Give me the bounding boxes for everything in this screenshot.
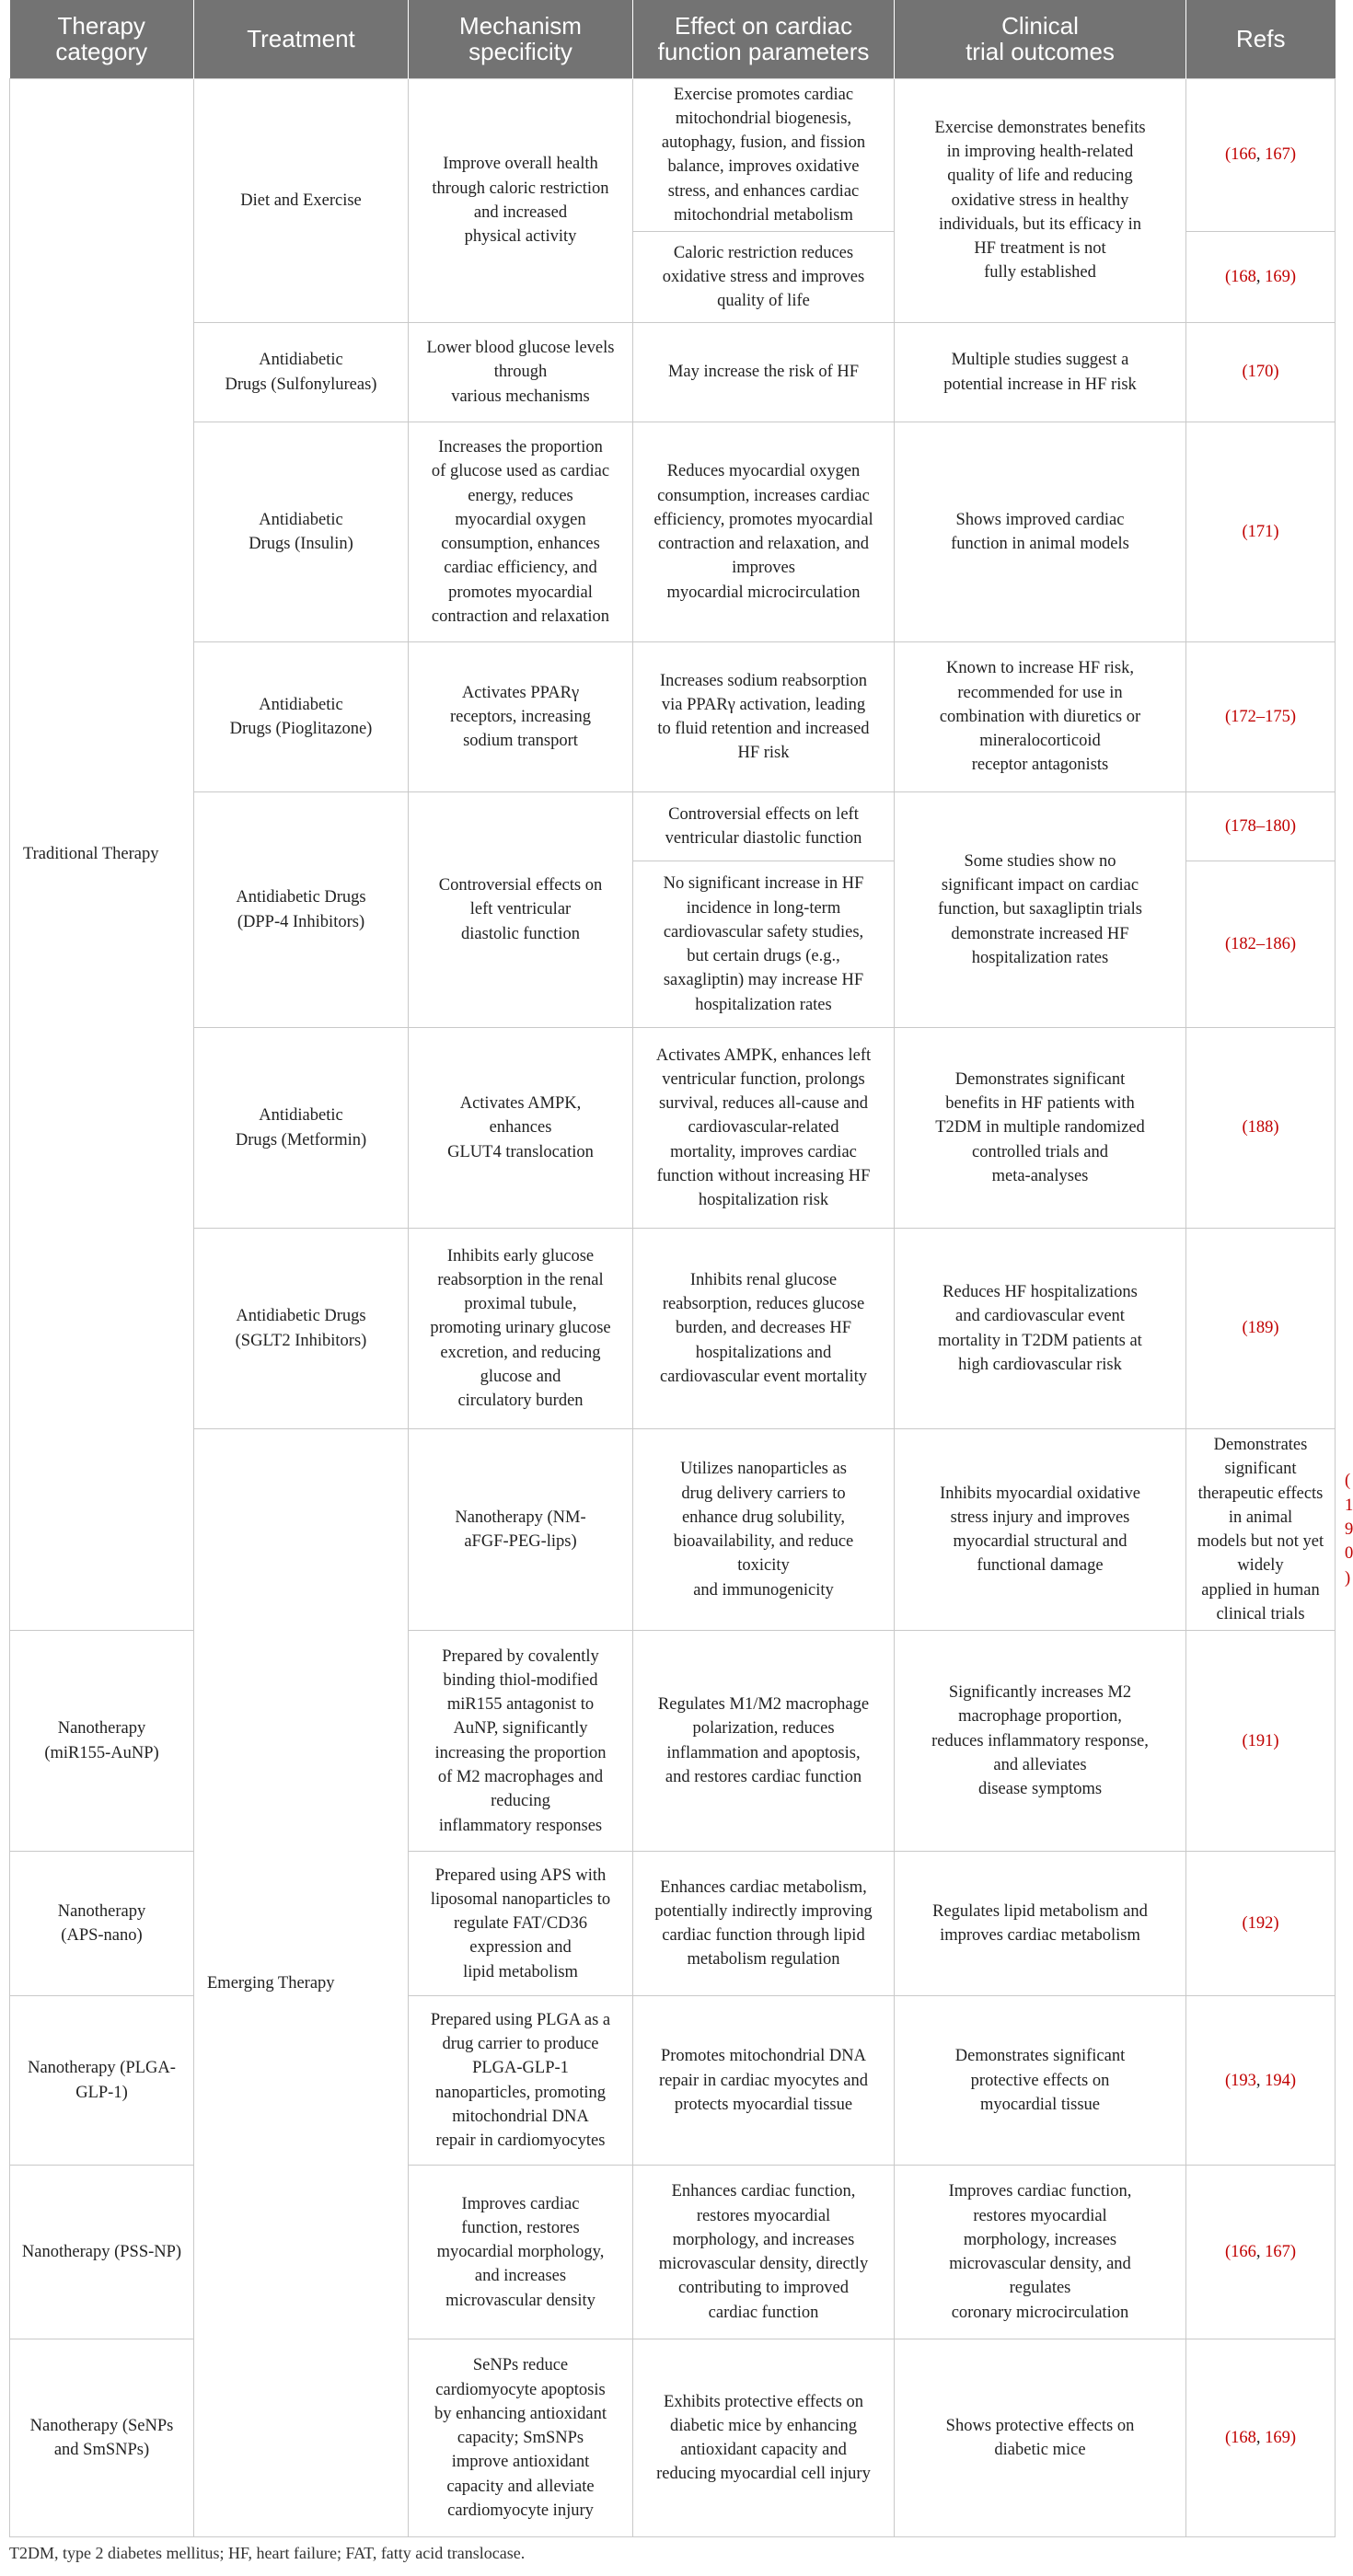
effect-cell: Activates AMPK, enhances left ventricular function, prolongs survival, reduces all-cause and cardiovascular-related mortality, improves cardiac function without increasing HF hospitalization risk (633, 1028, 895, 1229)
refs-cell: (191) (1186, 1631, 1336, 1852)
refs-cell: (171) (1186, 422, 1336, 642)
ref-link[interactable]: 167 (1265, 2243, 1290, 2262)
ref-link[interactable]: 193 (1231, 2071, 1256, 2090)
effect-cell: May increase the risk of HF (633, 323, 895, 422)
table-row (10, 1028, 1336, 1229)
treatment-cell: Nanotherapy (PSS-NP) (10, 2166, 194, 2339)
outcome-cell: Shows improved cardiac function in animal models (895, 422, 1186, 642)
treatment-cell: Antidiabetic Drugs (Sulfonylureas) (194, 323, 409, 422)
ref-link[interactable]: 168 (1231, 267, 1256, 286)
mechanism-cell: Improves cardiac function, restores myocardial morphology, and increases microvascular density (409, 2166, 633, 2339)
mechanism-cell: Prepared using PLGA as a drug carrier to produce PLGA-GLP-1 nanoparticles, promoting mitochondrial DNA repair in cardiomyocytes (409, 1996, 633, 2166)
ref-link[interactable]: 166 (1231, 145, 1256, 165)
refs-cell: (168, 169) (1186, 232, 1336, 323)
ref-link[interactable]: 188 (1247, 1118, 1274, 1138)
effect-cell: Promotes mitochondrial DNA repair in cardiac myocytes and protects myocardial tissue (633, 1996, 895, 2166)
ref-link[interactable]: 167 (1265, 145, 1290, 165)
effect-cell: Caloric restriction reduces oxidative stress and improves quality of life (633, 232, 895, 323)
mechanism-cell: Activates AMPK, enhances GLUT4 translocation (409, 1028, 633, 1229)
refs-cell: (182–186) (1186, 861, 1336, 1028)
header-effect-on-cardiac-function: Effect on cardiac function parameters (633, 0, 895, 78)
effect-cell: Regulates M1/M2 macrophage polarization, reduces inflammation and apoptosis, and restores cardiac function (633, 1631, 895, 1852)
outcome-cell: Demonstrates significant therapeutic effects in animal models but not yet widely applied in human clinical trials (1186, 1429, 1336, 1631)
refs-cell: (166, 167) (1186, 2166, 1336, 2339)
ref-link[interactable]: 178 (1231, 816, 1256, 836)
ref-link[interactable]: 169 (1265, 267, 1290, 286)
table-row (10, 78, 1336, 232)
refs-cell: (168, 169) (1186, 2339, 1336, 2537)
outcome-cell: Significantly increases M2 macrophage proportion, reduces inflammatory response, and alleviates disease symptoms (895, 1631, 1186, 1852)
effect-cell: No significant increase in HF incidence in long-term cardiovascular safety studies, but certain drugs (e.g., saxagliptin) may increase HF hospitalization rates (633, 861, 895, 1028)
ref-link[interactable]: 189 (1247, 1319, 1274, 1338)
outcome-cell: Some studies show no significant impact on cardiac function, but saxagliptin trials demonstrate increased HF hospitalization rates (895, 792, 1186, 1028)
refs-cell: (172–175) (1186, 642, 1336, 792)
header-row (10, 0, 1336, 78)
effect-cell: Inhibits renal glucose reabsorption, reduces glucose burden, and decreases HF hospitalizations and cardiovascular event mortality (633, 1229, 895, 1429)
ref-link[interactable]: 180 (1265, 816, 1290, 836)
ref-link[interactable]: 172 (1231, 707, 1256, 726)
effect-cell: Increases sodium reabsorption via PPARγ activation, leading to fluid retention and increased HF risk (633, 642, 895, 792)
refs-cell: (192) (1186, 1852, 1336, 1996)
effect-cell: Exhibits protective effects on diabetic mice by enhancing antioxidant capacity and reducing myocardial cell injury (633, 2339, 895, 2537)
mechanism-cell: Lower blood glucose levels through various mechanisms (409, 323, 633, 422)
header-treatment: Treatment (194, 0, 409, 78)
ref-link[interactable]: 175 (1265, 707, 1290, 726)
outcome-cell: Reduces HF hospitalizations and cardiovascular event mortality in T2DM patients at high cardiovascular risk (895, 1229, 1186, 1429)
ref-link[interactable]: 168 (1231, 2429, 1256, 2448)
category-emerging-therapy: Emerging Therapy (194, 1429, 409, 2537)
treatment-cell: Nanotherapy (APS-nano) (10, 1852, 194, 1996)
category-traditional-therapy: Traditional Therapy (10, 78, 194, 1631)
mechanism-cell: Activates PPARγ receptors, increasing sodium transport (409, 642, 633, 792)
table-row (10, 323, 1336, 422)
ref-link[interactable]: 190 (1345, 1496, 1353, 1564)
header-refs: Refs (1186, 0, 1336, 78)
mechanism-cell: SeNPs reduce cardiomyocyte apoptosis by enhancing antioxidant capacity; SmSNPs improve antioxidant capacity and alleviate cardiomyocyte injury (409, 2339, 633, 2537)
ref-link[interactable]: 182 (1231, 934, 1256, 953)
table-row (10, 792, 1336, 861)
effect-cell: Enhances cardiac metabolism, potentially indirectly improving cardiac function through lipid metabolism regulation (633, 1852, 895, 1996)
treatment-cell: Nanotherapy (miR155-AuNP) (10, 1631, 194, 1852)
header-mechanism-specificity: Mechanism specificity (409, 0, 633, 78)
effect-cell: Inhibits myocardial oxidative stress injury and improves myocardial structural and functional damage (895, 1429, 1186, 1631)
therapy-comparison-table (9, 0, 1353, 2537)
treatment-cell: Antidiabetic Drugs (SGLT2 Inhibitors) (194, 1229, 409, 1429)
treatment-cell: Diet and Exercise (194, 78, 409, 323)
outcome-cell: Demonstrates significant benefits in HF patients with T2DM in multiple randomized controlled trials and meta-analyses (895, 1028, 1186, 1229)
effect-cell: Controversial effects on left ventricular diastolic function (633, 792, 895, 861)
header-clinical-trial-outcomes: Clinical trial outcomes (895, 0, 1186, 78)
treatment-cell: Nanotherapy (PLGA- GLP-1) (10, 1996, 194, 2166)
treatment-cell: Antidiabetic Drugs (DPP-4 Inhibitors) (194, 792, 409, 1028)
mechanism-cell: Prepared using APS with liposomal nanoparticles to regulate FAT/CD36 expression and lipid metabolism (409, 1852, 633, 1996)
treatment-cell: Nanotherapy (NM- aFGF-PEG-lips) (409, 1429, 633, 1631)
header-therapy-category: Therapy category (10, 0, 194, 78)
ref-link[interactable]: 191 (1247, 1731, 1274, 1750)
treatment-cell: Antidiabetic Drugs (Pioglitazone) (194, 642, 409, 792)
mechanism-cell: Prepared by covalently binding thiol-modified miR155 antagonist to AuNP, significantly increasing the proportion of M2 macrophages and reducing inflammatory responses (409, 1631, 633, 1852)
ref-link[interactable]: 192 (1247, 1914, 1274, 1934)
outcome-cell: Improves cardiac function, restores myocardial morphology, increases microvascular density, and regulates coronary microcirculation (895, 2166, 1186, 2339)
mechanism-cell: Inhibits early glucose reabsorption in the renal proximal tubule, promoting urinary glucose excretion, and reducing glucose and circulatory burden (409, 1229, 633, 1429)
ref-link[interactable]: 194 (1265, 2071, 1290, 2090)
table-row (10, 1229, 1336, 1429)
outcome-cell: Shows protective effects on diabetic mice (895, 2339, 1186, 2537)
treatment-cell: Antidiabetic Drugs (Insulin) (194, 422, 409, 642)
effect-cell: Enhances cardiac function, restores myocardial morphology, and increases microvascular density, directly contributing to improved cardiac function (633, 2166, 895, 2339)
outcome-cell: Multiple studies suggest a potential increase in HF risk (895, 323, 1186, 422)
treatment-cell: Nanotherapy (SeNPs and SmSNPs) (10, 2339, 194, 2537)
effect-cell: Reduces myocardial oxygen consumption, increases cardiac efficiency, promotes myocardial contraction and relaxation, and improves myocardial microcirculation (633, 422, 895, 642)
ref-link[interactable]: 186 (1265, 934, 1290, 953)
treatment-cell: Antidiabetic Drugs (Metformin) (194, 1028, 409, 1229)
refs-cell: (189) (1186, 1229, 1336, 1429)
ref-link[interactable]: 166 (1231, 2243, 1256, 2262)
ref-link[interactable]: 171 (1247, 522, 1274, 541)
outcome-cell: Exercise demonstrates benefits in improving health-related quality of life and reducing oxidative stress in healthy individuals, but its efficacy in HF treatment is not fully established (895, 78, 1186, 323)
mechanism-cell: Utilizes nanoparticles as drug delivery carriers to enhance drug solubility, bioavailability, and reduce toxicity and immunogenicity (633, 1429, 895, 1631)
table-row (10, 422, 1336, 642)
ref-link[interactable]: 169 (1265, 2429, 1290, 2448)
outcome-cell: Demonstrates significant protective effects on myocardial tissue (895, 1996, 1186, 2166)
mechanism-cell: Improve overall health through caloric restriction and increased physical activity (409, 78, 633, 323)
refs-cell: (166, 167) (1186, 78, 1336, 232)
table-row (10, 642, 1336, 792)
refs-cell: (188) (1186, 1028, 1336, 1229)
refs-cell: (193, 194) (1186, 1996, 1336, 2166)
effect-cell: Exercise promotes cardiac mitochondrial biogenesis, autophagy, fusion, and fission balance, improves oxidative stress, and enhances cardiac mitochondrial metabolism (633, 78, 895, 232)
table-footnote: T2DM, type 2 diabetes mellitus; HF, heart failure; FAT, fatty acid translocase. (9, 2544, 526, 2562)
refs-cell: (170) (1186, 323, 1336, 422)
mechanism-cell: Increases the proportion of glucose used as cardiac energy, reduces myocardial oxygen consumption, enhances cardiac efficiency, and promotes myocardial contraction and relaxation (409, 422, 633, 642)
outcome-cell: Known to increase HF risk, recommended for use in combination with diuretics or mineralocorticoid receptor antagonists (895, 642, 1186, 792)
outcome-cell: Regulates lipid metabolism and improves cardiac metabolism (895, 1852, 1186, 1996)
table-row: Emerging Therapy Nanotherapy (NM- aFGF-PEG-lips) Utilizes nanoparticles as drug delivery carriers to enhance drug solubility, bioavailability, and reduce toxicity and immunogenicity Inhibits myocardial oxidative stress injury and improves myocardial structural and functional damage Demonstrates significant therapeutic effects in animal models but not yet widely applied in human clinical trials (190) (10, 1429, 1336, 1631)
mechanism-cell: Controversial effects on left ventricular diastolic function (409, 792, 633, 1028)
ref-link[interactable]: 170 (1247, 363, 1274, 382)
refs-cell: (178–180) (1186, 792, 1336, 861)
